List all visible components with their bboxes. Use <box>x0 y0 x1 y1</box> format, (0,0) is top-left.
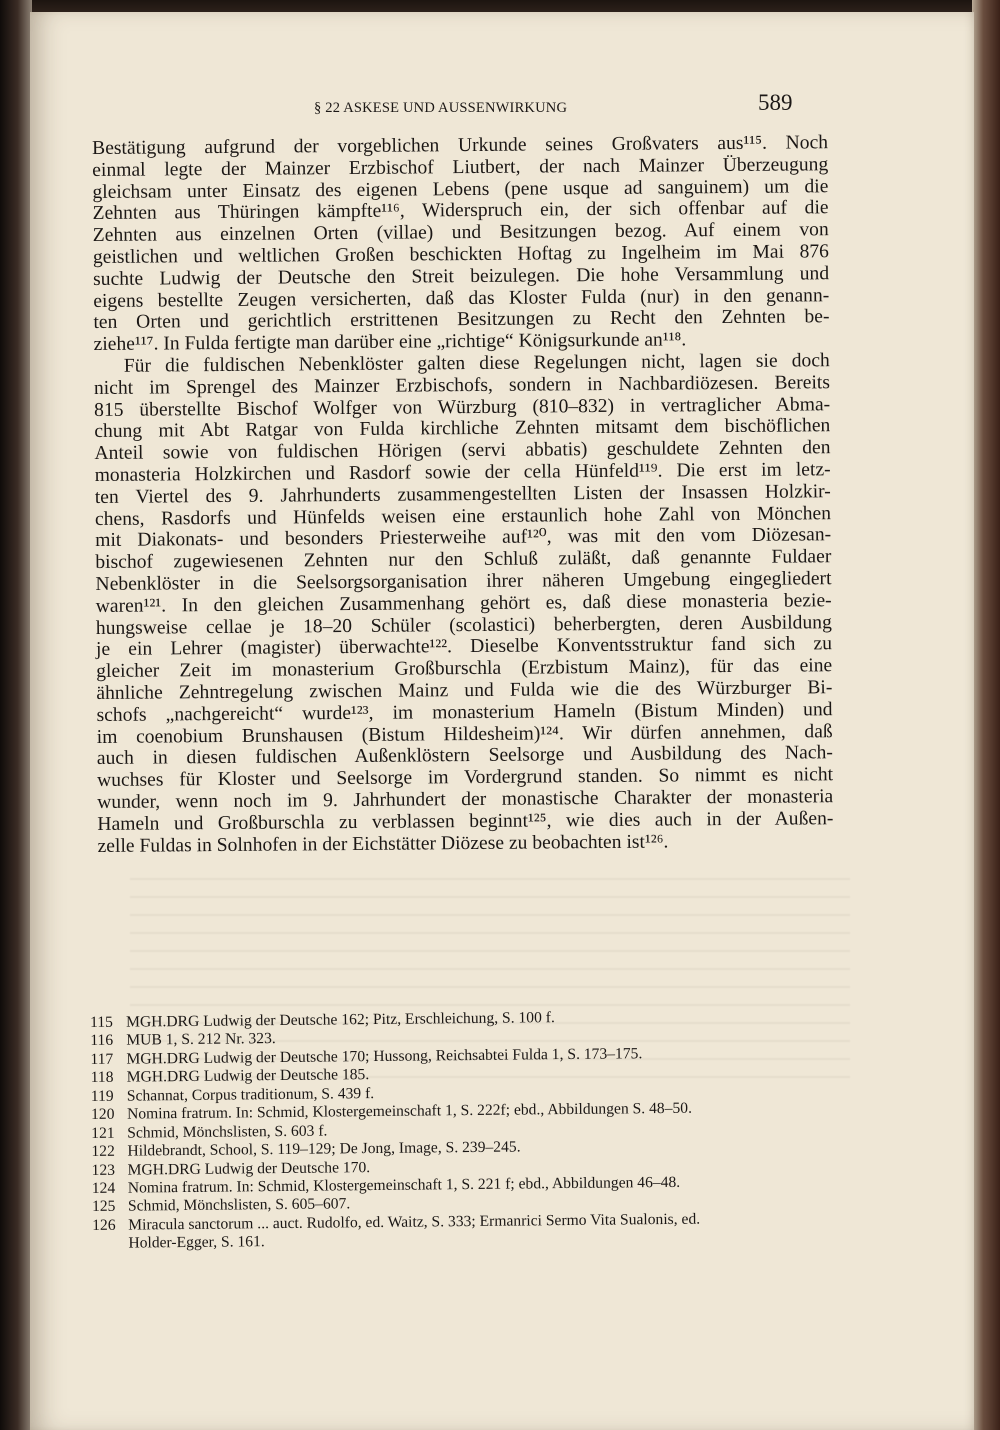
book-page <box>30 12 974 1430</box>
footnote-number: 119 <box>90 1087 114 1105</box>
text-line: zelle Fuldas in Solnhofen in der Eichstätter Diözese zu beobachten ist¹²⁶. <box>97 830 669 857</box>
text-line: chung mit Abt Ratgar von Fulda kirchliche Zehnten mitsamt dem bischöflichen <box>94 415 831 443</box>
footnote-text: MGH.DRG Ludwig der Deutsche 170; Hussong, Reichsabtei Fulda 1, S. 173–175. <box>126 1045 643 1068</box>
footnote-number: 118 <box>90 1069 114 1087</box>
text-line: chens, Rasdorfs und Hünfelds weisen eine erstaunlich hohe Zahl von Mönchen <box>94 502 832 530</box>
footnote-text: Nomina fratrum. In: Schmid, Klostergemeinschaft 1, S. 221 f; ebd., Abbildungen 46–48. <box>127 1173 681 1197</box>
text-line: ziehe¹¹⁷. In Fulda fertigte man darüber eine „richtige“ Königsurkunde an¹¹⁸. <box>93 329 687 356</box>
book-spine <box>0 0 32 1430</box>
text-line: auch in diesen fuldischen Außenklöstern Seelsorge und Ausbildung des Nach- <box>96 742 833 770</box>
footnote-number: 123 <box>91 1161 116 1179</box>
footnotes <box>90 1006 862 1254</box>
text-line: im coenobium Brunshausen (Bistum Hildesheim)¹²⁴. Wir dürfen annehmen, daß <box>96 720 833 748</box>
text-line: hungsweise cellae je 18–20 Schüler (scolastici) beherbergten, deren Ausbildung <box>95 611 832 639</box>
text-line: Bestätigung aufgrund der vorgeblichen Urkunde seines Großvaters aus¹¹⁵. Noch <box>92 132 829 159</box>
text-line: ähnliche Zehntregelung zwischen Mainz und Fulda wie die des Würzburger Bi- <box>96 677 833 704</box>
footnote-number: 124 <box>91 1179 116 1197</box>
footnote-text: Miracula sanctorum ... auct. Rudolfo, ed. Waitz, S. 333; Ermanrici Sermo Vita Sualonis, ed. <box>128 1210 701 1234</box>
footnote-number: 122 <box>91 1142 115 1161</box>
footnote-number: 116 <box>90 1032 114 1050</box>
text-line: Hameln und Großburschla zu verblassen beginnt¹²⁵, wie dies auch in der Außen- <box>97 807 834 835</box>
text-line: wuchses für Kloster und Seelsorge im Vordergrund standen. So nimmt es nicht <box>96 764 834 792</box>
text-line: Anteil sowie von fuldischen Hörigen (servi abbatis) geschuldete Zehnten den <box>94 437 831 465</box>
text-line: Zehnten aus Thüringen kämpfte¹¹⁶, Widerspruch ein, der sich offenbar auf die <box>92 197 829 225</box>
page-edge-right <box>972 0 1000 1430</box>
text-line: gleicher Zeit im monasterium Großburschla (Erzbistum Mainz), für das eine <box>96 655 833 683</box>
text-line: eigens bestellte Zeugen versicherten, daß das Kloster Fulda (nur) in den genann- <box>93 284 830 312</box>
text-line: monasteria Holzkirchen und Rasdorf sowie der cella Hünfeld¹¹⁹. Die erst im letz- <box>94 459 831 486</box>
footnote-number: 125 <box>91 1198 116 1216</box>
text-line: 815 überstellte Bischof Wolfger von Würzburg (810–832) in vertraglicher Abma- <box>94 393 831 421</box>
footnote-text: MGH.DRG Ludwig der Deutsche 185. <box>126 1066 370 1086</box>
footnote-text: Schmid, Mönchslisten, S. 603 f. <box>127 1122 328 1142</box>
footnote-number: 117 <box>90 1050 114 1068</box>
text-line: gleichsam unter Einsatz des eigenen Lebens (pene usque ad sanguinem) um die <box>92 175 829 203</box>
text-line: waren¹²¹. In den gleichen Zusammenhang gehört es, daß diese monasteria bezie- <box>95 589 832 617</box>
text-line: Zehnten aus einzelnen Orten (villae) und Besitzungen bezog. Auf einem von <box>92 219 829 247</box>
footnote-number: 120 <box>90 1105 115 1124</box>
footnote-text: Schmid, Mönchslisten, S. 605–607. <box>127 1195 351 1215</box>
footnote-number: 126 <box>92 1216 116 1234</box>
footnote-number: 115 <box>90 1013 113 1031</box>
page-number: 589 <box>758 90 793 115</box>
main-text <box>92 132 834 857</box>
text-line: Nebenklöster in die Seelsorgsorganisation ihrer näheren Umgebung eingegliedert <box>95 568 832 595</box>
footnote-continuation: Holder-Egger, S. 161. <box>128 1233 265 1252</box>
footnote-text: Nomina fratrum. In: Schmid, Klostergemeinschaft 1, S. 222f; ebd., Abbildungen S. 48–50. <box>126 1099 693 1123</box>
text-line: bischof zugewiesenen Zehnten nur den Schluß zuläßt, daß genannte Fuldaer <box>95 546 832 574</box>
footnote-text: Schannat, Corpus traditionum, S. 439 f. <box>126 1084 375 1105</box>
text-line: mit Diakonats- und besonders Priesterweihe auf¹²⁰, was mit den vom Diözesan- <box>95 524 832 552</box>
text-line: ten Viertel des 9. Jahrhunderts zusammengestellten Listen der Insassen Holzkir- <box>94 480 831 508</box>
section-title: § 22 ASKESE UND AUSSENWIRKUNG <box>314 100 568 116</box>
text-line: Für die fuldischen Nebenklöster galten diese Regelungen nicht, lagen sie doch <box>123 350 830 377</box>
footnote-text: Hildebrandt, School, S. 119–129; De Jong, Image, S. 239–245. <box>127 1138 521 1160</box>
text-line: je ein Lehrer (magister) überwachte¹²². Dieselbe Konventsstruktur fand sich zu <box>95 633 833 661</box>
footnote-number: 121 <box>91 1124 115 1142</box>
footnote-text: MUB 1, S. 212 Nr. 323. <box>126 1030 276 1050</box>
text-line: wunder, wenn noch im 9. Jahrhundert der monastische Charakter der monasteria <box>97 786 834 813</box>
text-line: geistlichen und weltlichen Großen beschickten Hoftag zu Ingelheim im Mai 876 <box>92 241 829 268</box>
text-line: einmal legte der Mainzer Erzbischof Liutbert, der nach Mainzer Überzeugung <box>92 154 829 181</box>
text-line: nicht im Sprengel des Mainzer Erzbischofs, sondern in Nachbardiözesen. Bereits <box>93 371 831 399</box>
text-line: schofs „nachgereicht“ wurde¹²³, im monasterium Hameln (Bistum Minden) und <box>96 698 833 726</box>
text-line: suchte Ludwig der Deutsche den Streit beizulegen. Die hohe Versammlung und <box>93 262 830 290</box>
footnote-text: MGH.DRG Ludwig der Deutsche 170. <box>127 1158 371 1179</box>
text-line: ten Orten und gerichtlich erstrittenen Besitzungen zu Recht den Zehnten be- <box>93 306 830 334</box>
footnote-text: MGH.DRG Ludwig der Deutsche 162; Pitz, Erschleichung, S. 100 f. <box>125 1009 555 1031</box>
running-head <box>30 90 974 120</box>
